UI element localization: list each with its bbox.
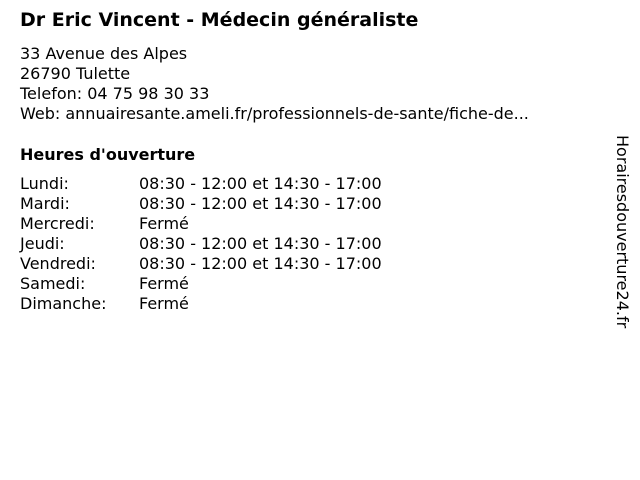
day-label: Samedi:: [20, 274, 86, 293]
phone-number[interactable]: Telefon: 04 75 98 30 33: [20, 84, 210, 103]
day-label: Vendredi:: [20, 254, 96, 273]
site-brand-text: Horairesdouverture24.fr: [613, 135, 632, 329]
site-brand-vertical: [611, 135, 633, 355]
address-city: 26790 Tulette: [20, 64, 131, 83]
day-label: Mercredi:: [20, 214, 95, 233]
hours-value: 08:30 - 12:00 et 14:30 - 17:00: [139, 234, 382, 253]
page-title: Dr Eric Vincent - Médecin généraliste: [20, 9, 419, 31]
hours-value: Fermé: [139, 214, 189, 233]
hours-value: 08:30 - 12:00 et 14:30 - 17:00: [139, 174, 382, 193]
address-street: 33 Avenue des Alpes: [20, 44, 188, 63]
day-label: Dimanche:: [20, 294, 107, 313]
hours-value: Fermé: [139, 294, 189, 313]
day-label: Mardi:: [20, 194, 70, 213]
day-label: Jeudi:: [20, 234, 65, 253]
hours-value: 08:30 - 12:00 et 14:30 - 17:00: [139, 254, 382, 273]
day-label: Lundi:: [20, 174, 69, 193]
opening-hours-heading: Heures d'ouverture: [20, 145, 196, 164]
hours-value: 08:30 - 12:00 et 14:30 - 17:00: [139, 194, 382, 213]
website-link[interactable]: Web: annuairesante.ameli.fr/professionnels-de-sante/fiche-de...: [20, 104, 529, 123]
hours-value: Fermé: [139, 274, 189, 293]
contact-block: [20, 44, 529, 124]
